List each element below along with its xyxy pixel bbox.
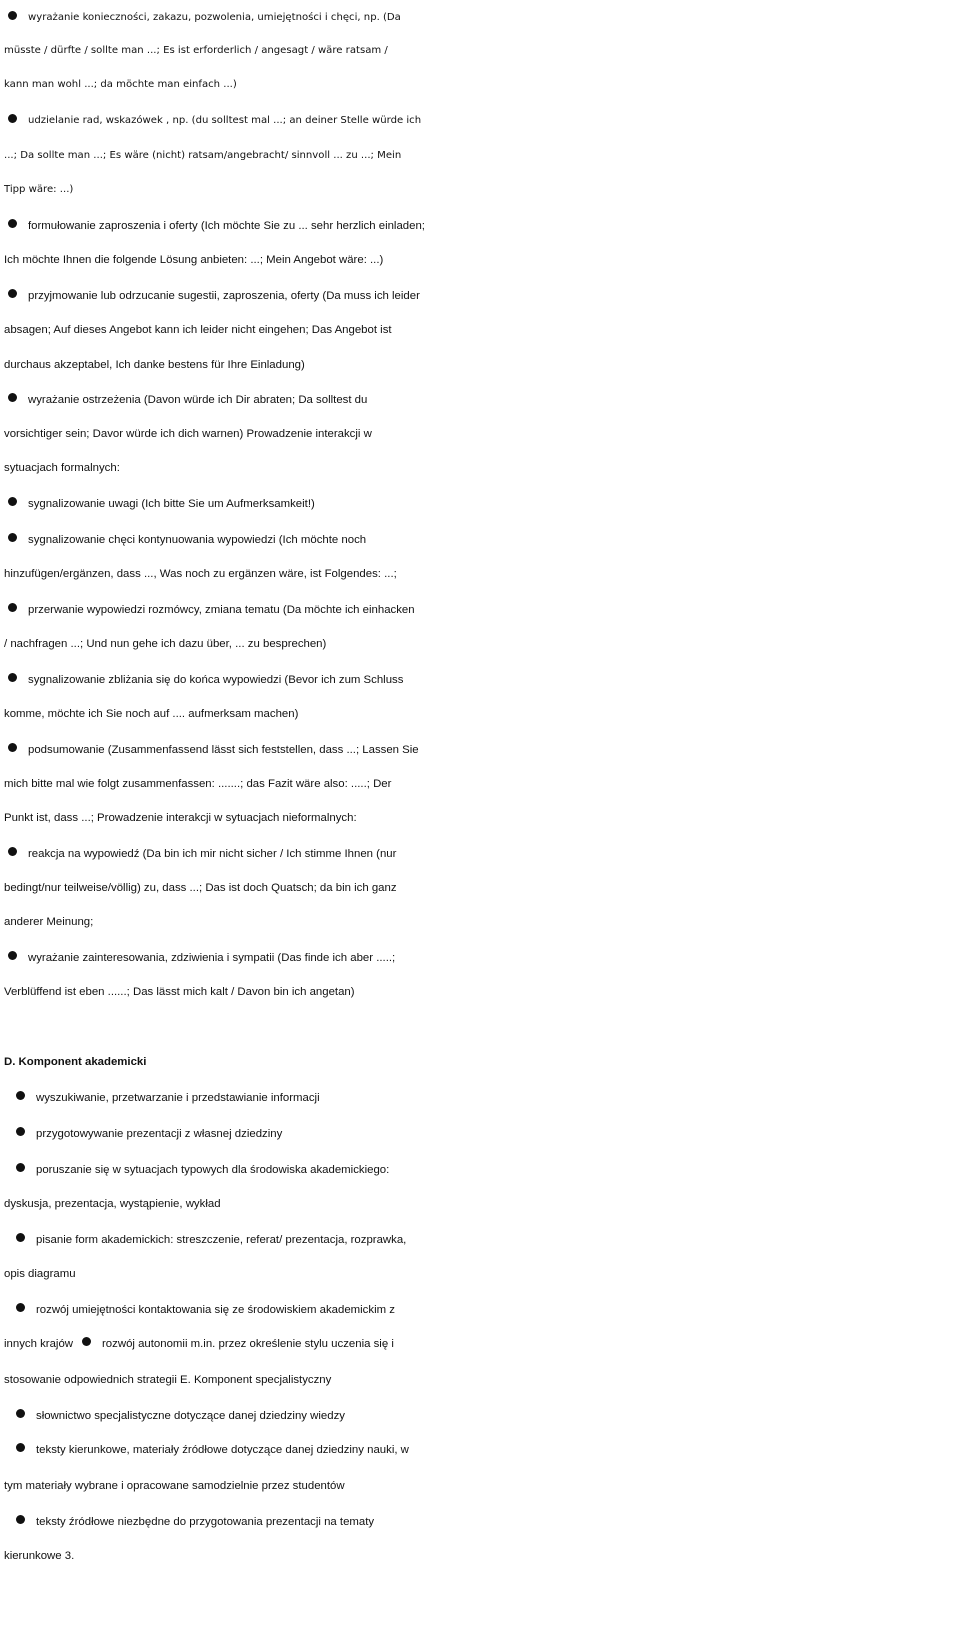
line-text: reakcja na wypowiedź (Da bin ich mir nicht sicher / Ich stimme Ihnen (nur xyxy=(28,848,397,860)
list-item-continuation xyxy=(0,766,960,802)
line-text: słownictwo specjalistyczne dotyczące danej dziedziny wiedzy xyxy=(36,1410,345,1422)
list-item-continuation xyxy=(0,556,960,592)
list-item-continuation xyxy=(0,138,960,174)
list-item xyxy=(0,1080,960,1116)
line-text: tym materiały wybrane i opracowane samodzielnie przez studentów xyxy=(4,1480,345,1492)
list-item-continuation xyxy=(0,1256,960,1292)
line-text: udzielanie rad, wskazówek , np. (du solltest mal ...; an deiner Stelle würde ich xyxy=(28,115,422,126)
line-text: wyrażanie ostrzeżenia (Davon würde ich Dir abraten; Da solltest du xyxy=(28,394,368,406)
list-item-continuation xyxy=(0,172,960,208)
list-item-continuation xyxy=(0,1468,960,1504)
line-text: D. Komponent akademicki xyxy=(4,1056,147,1068)
line-text: formułowanie zaproszenia i oferty (Ich möchte Sie zu ... sehr herzlich einladen; xyxy=(28,220,425,232)
list-item-continuation xyxy=(0,1362,960,1398)
line-text: ...; Da sollte man ...; Es wäre (nicht) ratsam/angebracht/ sinnvoll ... zu ...; Mein xyxy=(4,150,402,161)
line-text: durchaus akzeptabel, Ich danke bestens für Ihre Einladung) xyxy=(4,359,305,371)
bullet-icon xyxy=(8,533,17,542)
line-text: Ich möchte Ihnen die folgende Lösung anbieten: ...; Mein Angebot wäre: ...) xyxy=(4,254,384,266)
bullet-icon xyxy=(82,1337,91,1346)
bullet-icon xyxy=(8,603,17,612)
list-item-continuation xyxy=(0,450,960,486)
line-text: wyszukiwanie, przetwarzanie i przedstawianie informacji xyxy=(36,1092,320,1104)
line-text: stosowanie odpowiednich strategii E. Komponent specjalistyczny xyxy=(4,1374,332,1386)
list-item xyxy=(0,662,960,698)
bullet-icon xyxy=(8,219,17,228)
line-text: rozwój autonomii m.in. przez określenie stylu uczenia się i xyxy=(102,1338,394,1350)
list-item xyxy=(0,278,960,314)
line-text: przerwanie wypowiedzi rozmówcy, zmiana tematu (Da möchte ich einhacken xyxy=(28,604,415,616)
line-text: przyjmowanie lub odrzucanie sugestii, zaproszenia, oferty (Da muss ich leider xyxy=(28,290,420,302)
line-text: sygnalizowanie zbliżania się do końca wypowiedzi (Bevor ich zum Schluss xyxy=(28,674,404,686)
line-text: anderer Meinung; xyxy=(4,916,94,928)
line-text: bedingt/nur teilweise/völlig) zu, dass ...; Das ist doch Quatsch; da bin ich ganz xyxy=(4,882,397,894)
list-item-continuation xyxy=(0,974,960,1010)
list-item xyxy=(0,940,960,976)
line-text: vorsichtiger sein; Davor würde ich dich warnen) Prowadzenie interakcji w xyxy=(4,428,372,440)
bullet-icon xyxy=(16,1303,25,1312)
list-item xyxy=(0,522,960,558)
list-item xyxy=(0,1292,960,1328)
line-text: podsumowanie (Zusammenfassend lässt sich feststellen, dass ...; Lassen Sie xyxy=(28,744,419,756)
list-item-continuation xyxy=(0,347,960,383)
line-text: innych krajów xyxy=(4,1338,74,1350)
list-item xyxy=(0,1222,960,1258)
bullet-icon xyxy=(16,1127,25,1136)
list-item-continuation xyxy=(0,1538,960,1574)
list-item xyxy=(0,1504,960,1540)
line-text: pisanie form akademickich: streszczenie, referat/ prezentacja, rozprawka, xyxy=(36,1234,407,1246)
list-item xyxy=(0,1398,960,1434)
line-text: sygnalizowanie chęci kontynuowania wypowiedzi (Ich möchte noch xyxy=(28,534,367,546)
line-text: hinzufügen/ergänzen, dass ..., Was noch zu ergänzen wäre, ist Folgendes: ...; xyxy=(4,568,397,580)
list-item xyxy=(0,592,960,628)
line-text: teksty kierunkowe, materiały źródłowe dotyczące danej dziedziny nauki, w xyxy=(36,1444,409,1456)
line-text: wyrażanie zainteresowania, zdziwienia i sympatii (Das finde ich aber .....; xyxy=(28,952,396,964)
line-text: kann man wohl ...; da möchte man einfach ...) xyxy=(4,79,237,90)
list-item-continuation xyxy=(0,1186,960,1222)
line-text: Tipp wäre: ...) xyxy=(4,184,74,195)
list-item xyxy=(0,382,960,418)
bullet-icon xyxy=(8,743,17,752)
list-item xyxy=(0,208,960,244)
bullet-icon xyxy=(8,951,17,960)
line-text: dyskusja, prezentacja, wystąpienie, wykład xyxy=(4,1198,221,1210)
list-item-continuation xyxy=(0,626,960,662)
list-item-continuation xyxy=(0,416,960,452)
list-item-continuation xyxy=(0,870,960,906)
bullet-icon xyxy=(16,1515,25,1524)
bullet-icon xyxy=(16,1409,25,1418)
line-text: müsste / dürfte / sollte man ...; Es ist erforderlich / angesagt / wäre ratsam / xyxy=(4,45,388,56)
line-text: absagen; Auf dieses Angebot kann ich leider nicht eingehen; Das Angebot ist xyxy=(4,324,392,336)
line-text: Punkt ist, dass ...; Prowadzenie interakcji w sytuacjach nieformalnych: xyxy=(4,812,357,824)
line-text: rozwój umiejętności kontaktowania się ze środowiskiem akademickim z xyxy=(36,1304,395,1316)
line-text: wyrażanie konieczności, zakazu, pozwolenia, umiejętności i chęci, np. (Da xyxy=(28,12,401,23)
line-text: / nachfragen ...; Und nun gehe ich dazu über, ... zu besprechen) xyxy=(4,638,327,650)
list-item-continuation xyxy=(0,696,960,732)
bullet-icon xyxy=(8,11,17,20)
list-item xyxy=(0,836,960,872)
bullet-icon xyxy=(8,114,17,123)
list-item-continuation xyxy=(0,67,960,103)
line-text: teksty źródłowe niezbędne do przygotowania prezentacji na tematy xyxy=(36,1516,375,1528)
bullet-icon xyxy=(8,847,17,856)
line-text: poruszanie się w sytuacjach typowych dla środowiska akademickiego: xyxy=(36,1164,390,1176)
list-item-continuation xyxy=(0,904,960,940)
line-text: komme, möchte ich Sie noch auf .... aufmerksam machen) xyxy=(4,708,299,720)
bullet-icon xyxy=(8,673,17,682)
bullet-icon xyxy=(8,289,17,298)
list-item xyxy=(0,1116,960,1152)
list-item-continuation xyxy=(0,800,960,836)
bullet-icon xyxy=(16,1443,25,1452)
line-text: przygotowywanie prezentacji z własnej dziedziny xyxy=(36,1128,283,1140)
list-item xyxy=(0,1152,960,1188)
list-item-continuation xyxy=(0,242,960,278)
list-item xyxy=(0,732,960,768)
line-text: mich bitte mal wie folgt zusammenfassen: .......; das Fazit wäre also: .....; Der xyxy=(4,778,392,790)
list-item xyxy=(0,103,960,139)
bullet-icon xyxy=(8,497,17,506)
list-item xyxy=(0,486,960,522)
bullet-icon xyxy=(16,1163,25,1172)
list-item xyxy=(0,0,960,36)
list-item xyxy=(0,1432,960,1468)
line-text: opis diagramu xyxy=(4,1268,76,1280)
section-heading xyxy=(0,1044,960,1080)
bullet-icon xyxy=(8,393,17,402)
list-item-continuation xyxy=(0,33,960,69)
line-text: sytuacjach formalnych: xyxy=(4,462,120,474)
bullet-icon xyxy=(16,1233,25,1242)
line-text: sygnalizowanie uwagi (Ich bitte Sie um Aufmerksamkeit!) xyxy=(28,498,315,510)
list-item-continuation xyxy=(0,312,960,348)
list-item-continuation xyxy=(0,1326,960,1362)
bullet-icon xyxy=(16,1091,25,1100)
line-text: Verblüffend ist eben ......; Das lässt mich kalt / Davon bin ich angetan) xyxy=(4,986,355,998)
line-text: kierunkowe 3. xyxy=(4,1550,75,1562)
